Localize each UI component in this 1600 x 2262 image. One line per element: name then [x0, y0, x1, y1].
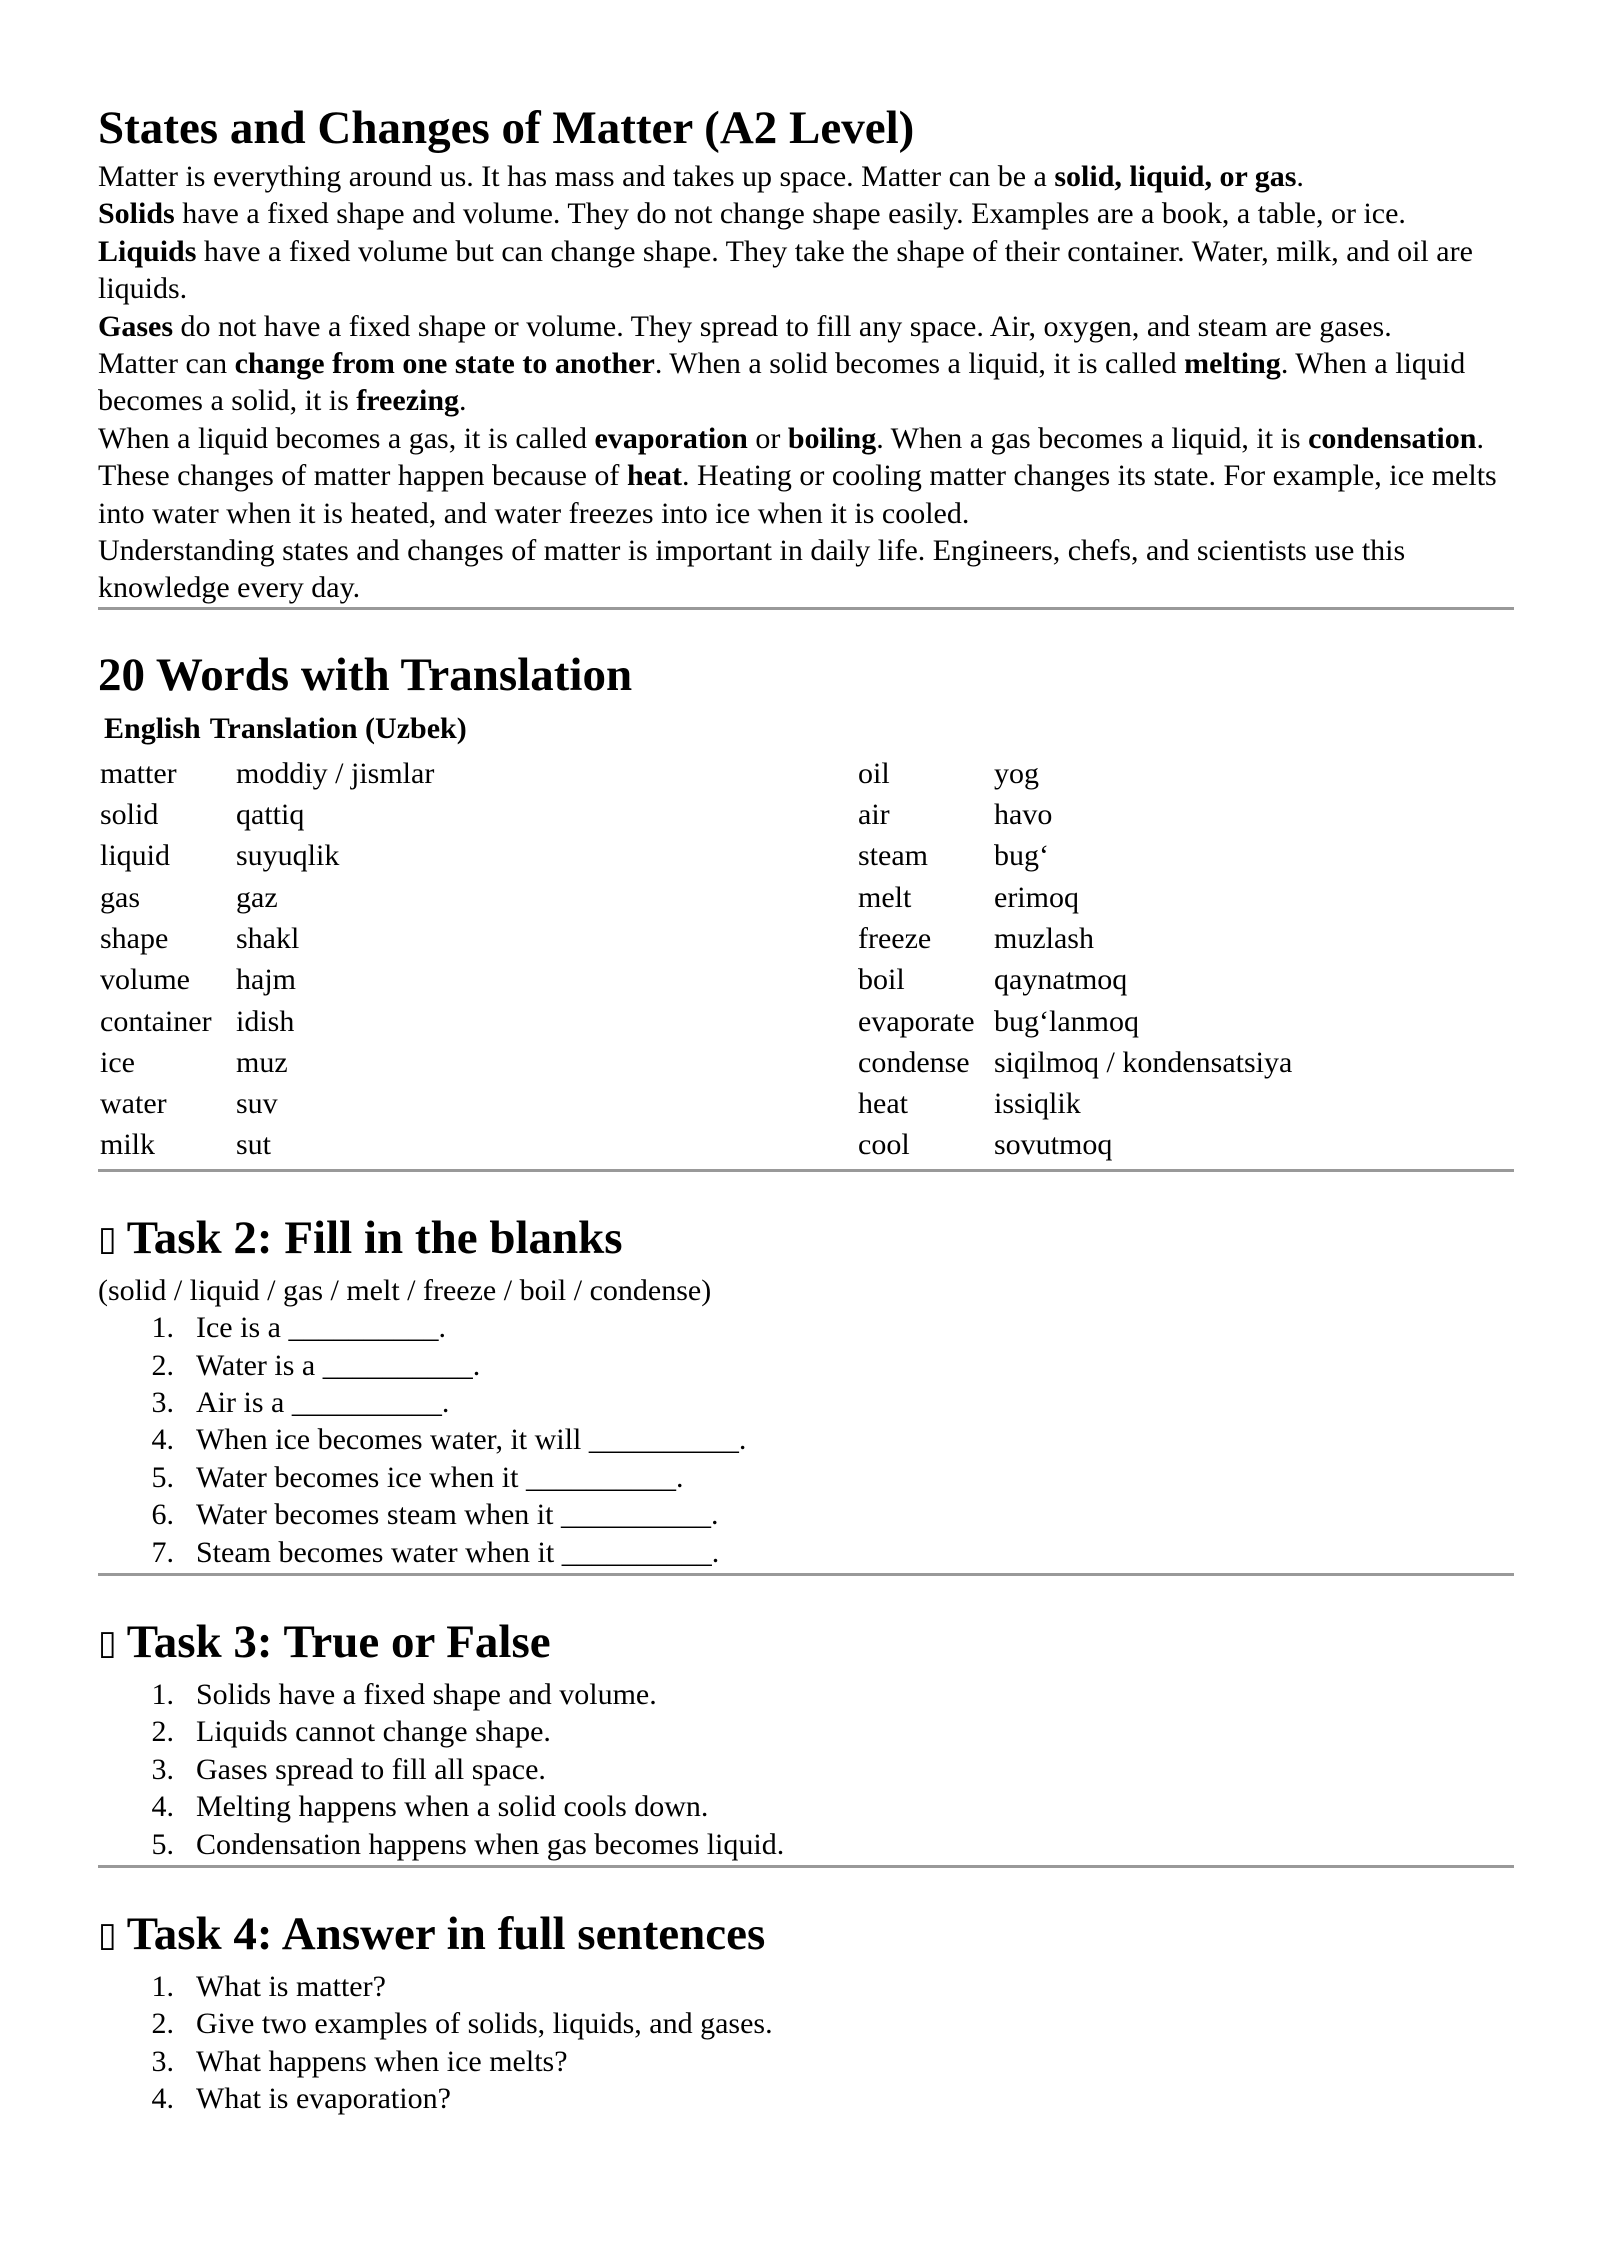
bold-text: solid, liquid, or gas — [1054, 160, 1297, 193]
item-number: 2. — [151, 2007, 174, 2041]
page-title: States and Changes of Matter (A2 Level) — [98, 102, 915, 154]
vocab-english: ice — [100, 1045, 135, 1079]
vocab-english: freeze — [858, 922, 932, 955]
vocab-translation: yog — [994, 756, 1039, 790]
list-item — [98, 1788, 1514, 1825]
intro-paragraph-7 — [98, 457, 1514, 532]
vocab-english: liquid — [100, 839, 171, 873]
vocab-english: solid — [100, 798, 159, 832]
vocab-english: boil — [858, 963, 905, 997]
item-number: 6. — [151, 1498, 174, 1532]
list-item — [98, 1459, 1514, 1496]
item-text: When ice becomes water, it will __________. — [196, 1423, 747, 1457]
bold-text: change from one state to another — [234, 347, 655, 381]
header-translation: Translation (Uzbek) — [209, 712, 467, 746]
list-item — [98, 1826, 1514, 1863]
item-number: 3. — [151, 1386, 174, 1420]
vocab-translation: gaz — [236, 880, 278, 914]
text: . When a liquid becomes a solid, it is — [98, 347, 1466, 418]
task2-list — [98, 1309, 1514, 1571]
item-number: 5. — [151, 1460, 174, 1494]
list-item — [98, 2005, 1514, 2042]
vocab-english: cool — [858, 1128, 910, 1162]
vocab-english: volume — [100, 963, 190, 997]
vocab-row — [856, 1125, 1514, 1166]
vocab-row — [98, 959, 856, 1000]
vocab-translation: suv — [236, 1087, 278, 1121]
task2-title — [98, 1208, 1514, 1272]
vocab-row — [856, 753, 1514, 794]
vocab-english: water — [100, 1087, 167, 1121]
text: . When a solid becomes a liquid, it is called — [654, 347, 1185, 381]
vocab-translation: suyuqlik — [236, 839, 340, 873]
task4-title-text: Task 4: Answer in full sentences — [126, 1907, 766, 1960]
task3-title-text: Task 3: True or False — [126, 1615, 551, 1668]
item-text: Condensation happens when gas becomes liquid. — [196, 1827, 785, 1861]
vocab-row — [98, 877, 856, 918]
intro-paragraph-2 — [98, 195, 1514, 232]
bold-text: condensation — [1308, 421, 1477, 455]
vocab-row — [856, 1001, 1514, 1042]
vocab-table-header — [98, 709, 1514, 749]
item-text: What happens when ice melts? — [196, 2044, 568, 2078]
list-item — [98, 1713, 1514, 1750]
item-text: Melting happens when a solid cools down. — [196, 1790, 709, 1824]
list-item — [98, 2043, 1514, 2080]
list-item — [98, 1421, 1514, 1458]
list-item — [98, 1534, 1514, 1571]
bold-text: Solids — [98, 197, 175, 231]
text: . Heating or cooling matter changes its state. For example, ice melts into water when it is heated, and water freezes into ice when it is cooled. — [98, 459, 1497, 530]
vocab-english: gas — [100, 880, 140, 914]
bold-text: boiling — [787, 421, 877, 455]
vocab-translation: siqilmoq / kondensatsiya — [994, 1045, 1293, 1079]
vocab-english: melt — [858, 880, 912, 914]
vocab-row — [856, 1083, 1514, 1124]
item-text: Ice is a __________. — [196, 1311, 446, 1345]
text: or — [747, 421, 788, 455]
item-number: 3. — [151, 1752, 174, 1786]
item-number: 5. — [151, 1827, 174, 1861]
item-text: What is matter? — [196, 1969, 386, 2003]
item-text: Water becomes steam when it __________. — [196, 1498, 719, 1532]
text: Matter is everything around us. It has mass and takes up space. Matter can be a — [98, 160, 1055, 193]
intro-paragraph-8: Understanding states and changes of matter is important in daily life. Engineers, chefs, and scientists use this knowledge every day. — [98, 534, 1406, 605]
item-number: 1. — [151, 1677, 174, 1711]
text: have a fixed volume but can change shape. They take the shape of their container. Water, milk, and oil are liquids. — [98, 234, 1473, 306]
item-text: Gases spread to fill all space. — [196, 1752, 546, 1786]
vocab-translation: bug‘ — [994, 839, 1049, 873]
vocab-translation: sut — [236, 1128, 272, 1162]
vocab-translation: muzlash — [994, 922, 1094, 955]
vocab-row — [98, 1125, 856, 1166]
vocab-row — [856, 877, 1514, 918]
section-divider — [98, 607, 1514, 610]
text: . — [1476, 421, 1484, 455]
vocab-row — [98, 1083, 856, 1124]
task4-list — [98, 1968, 1514, 2118]
section-divider — [98, 1573, 1514, 1576]
bold-text: freezing — [356, 384, 460, 418]
vocab-row — [98, 1001, 856, 1042]
vocab-row — [856, 918, 1514, 959]
vocab-row — [856, 959, 1514, 1000]
item-number: 2. — [151, 1348, 174, 1382]
vocab-translation: hajm — [236, 963, 296, 997]
intro-paragraph-3 — [98, 233, 1514, 308]
vocab-english: air — [858, 798, 890, 832]
item-text: Liquids cannot change shape. — [196, 1715, 551, 1749]
list-item — [98, 1347, 1514, 1384]
vocab-english: evaporate — [858, 1004, 975, 1038]
vocab-translation: muz — [236, 1045, 288, 1079]
vocab-row — [98, 753, 856, 794]
vocab-translation: moddiy / jismlar — [236, 756, 435, 790]
task3-list — [98, 1676, 1514, 1863]
vocab-table — [98, 753, 1514, 1166]
vocab-english: milk — [100, 1128, 156, 1162]
intro-paragraph-1 — [98, 158, 1514, 195]
item-number: 3. — [151, 2044, 174, 2078]
header-english: English — [104, 712, 201, 746]
text: . When a gas becomes a liquid, it is — [876, 421, 1309, 455]
task4-title — [98, 1904, 1514, 1968]
vocab-column-left — [98, 753, 856, 1166]
list-item — [98, 1968, 1514, 2005]
item-text: Water is a __________. — [196, 1348, 481, 1382]
list-item — [98, 1309, 1514, 1346]
item-text: Give two examples of solids, liquids, and gases. — [196, 2007, 773, 2041]
task2-word-bank: (solid / liquid / gas / melt / freeze / boil / condense) — [98, 1273, 712, 1307]
task2-title-text: Task 2: Fill in the blanks — [126, 1211, 623, 1264]
vocab-translation: havo — [994, 798, 1053, 832]
bold-text: heat — [626, 459, 682, 493]
vocab-row — [856, 794, 1514, 835]
missing-glyph-icon: ▯ — [98, 1218, 117, 1259]
item-number: 4. — [151, 1423, 174, 1457]
intro-paragraph-6 — [98, 420, 1514, 457]
item-number: 7. — [151, 1535, 174, 1569]
item-number: 4. — [151, 1790, 174, 1824]
bold-text: Liquids — [98, 234, 197, 268]
vocab-english: heat — [858, 1087, 908, 1121]
intro-paragraph-4 — [98, 308, 1514, 345]
list-item — [98, 1496, 1514, 1533]
vocab-translation: erimoq — [994, 880, 1079, 914]
list-item — [98, 1384, 1514, 1421]
text: These changes of matter happen because of — [98, 459, 627, 493]
vocab-translation: idish — [236, 1004, 295, 1038]
section-divider — [98, 1865, 1514, 1868]
item-text: What is evaporation? — [196, 2082, 451, 2116]
missing-glyph-icon: ▯ — [98, 1622, 117, 1663]
vocab-translation: qaynatmoq — [994, 963, 1128, 997]
vocab-translation: bug‘lanmoq — [994, 1004, 1139, 1038]
vocab-translation: sovutmoq — [994, 1128, 1113, 1162]
item-text: Water becomes ice when it __________. — [196, 1460, 684, 1494]
text: Matter can — [98, 347, 235, 381]
text: . — [459, 384, 467, 418]
text: . — [1296, 160, 1304, 193]
vocab-translation: qattiq — [236, 798, 305, 832]
vocab-column-right — [856, 753, 1514, 1166]
item-text: Solids have a fixed shape and volume. — [196, 1677, 657, 1711]
vocab-title: 20 Words with Translation — [98, 648, 633, 701]
bold-text: evaporation — [594, 421, 748, 455]
text: When a liquid becomes a gas, it is called — [98, 421, 595, 455]
vocab-row — [856, 1042, 1514, 1083]
section-divider — [98, 1169, 1514, 1172]
list-item — [98, 1751, 1514, 1788]
intro-paragraph-5 — [98, 345, 1514, 420]
item-number: 1. — [151, 1969, 174, 2003]
task3-title — [98, 1612, 1514, 1676]
list-item — [98, 2080, 1514, 2117]
item-number: 1. — [151, 1311, 174, 1345]
vocab-translation: shakl — [236, 922, 300, 955]
vocab-row — [98, 918, 856, 959]
vocab-english: condense — [858, 1045, 970, 1079]
missing-glyph-icon: ▯ — [98, 1914, 117, 1955]
bold-text: melting — [1184, 347, 1281, 381]
vocab-english: oil — [858, 756, 890, 790]
item-number: 2. — [151, 1715, 174, 1749]
vocab-english: steam — [858, 839, 928, 873]
vocab-row — [98, 794, 856, 835]
item-number: 4. — [151, 2082, 174, 2116]
list-item — [98, 1676, 1514, 1713]
vocab-row — [98, 1042, 856, 1083]
vocab-row — [856, 835, 1514, 876]
worksheet-content — [98, 98, 1514, 2120]
vocab-english: matter — [100, 756, 177, 790]
bold-text: Gases — [98, 309, 173, 343]
item-text: Air is a __________. — [196, 1386, 450, 1420]
vocab-translation: issiqlik — [994, 1087, 1081, 1121]
text: have a fixed shape and volume. They do not change shape easily. Examples are a book, a table, or ice. — [174, 197, 1406, 231]
vocab-english: container — [100, 1004, 212, 1038]
vocab-row — [98, 835, 856, 876]
vocab-english: shape — [100, 922, 169, 955]
item-text: Steam becomes water when it __________. — [196, 1535, 720, 1569]
text: do not have a fixed shape or volume. They spread to fill any space. Air, oxygen, and steam are gases. — [173, 309, 1392, 343]
